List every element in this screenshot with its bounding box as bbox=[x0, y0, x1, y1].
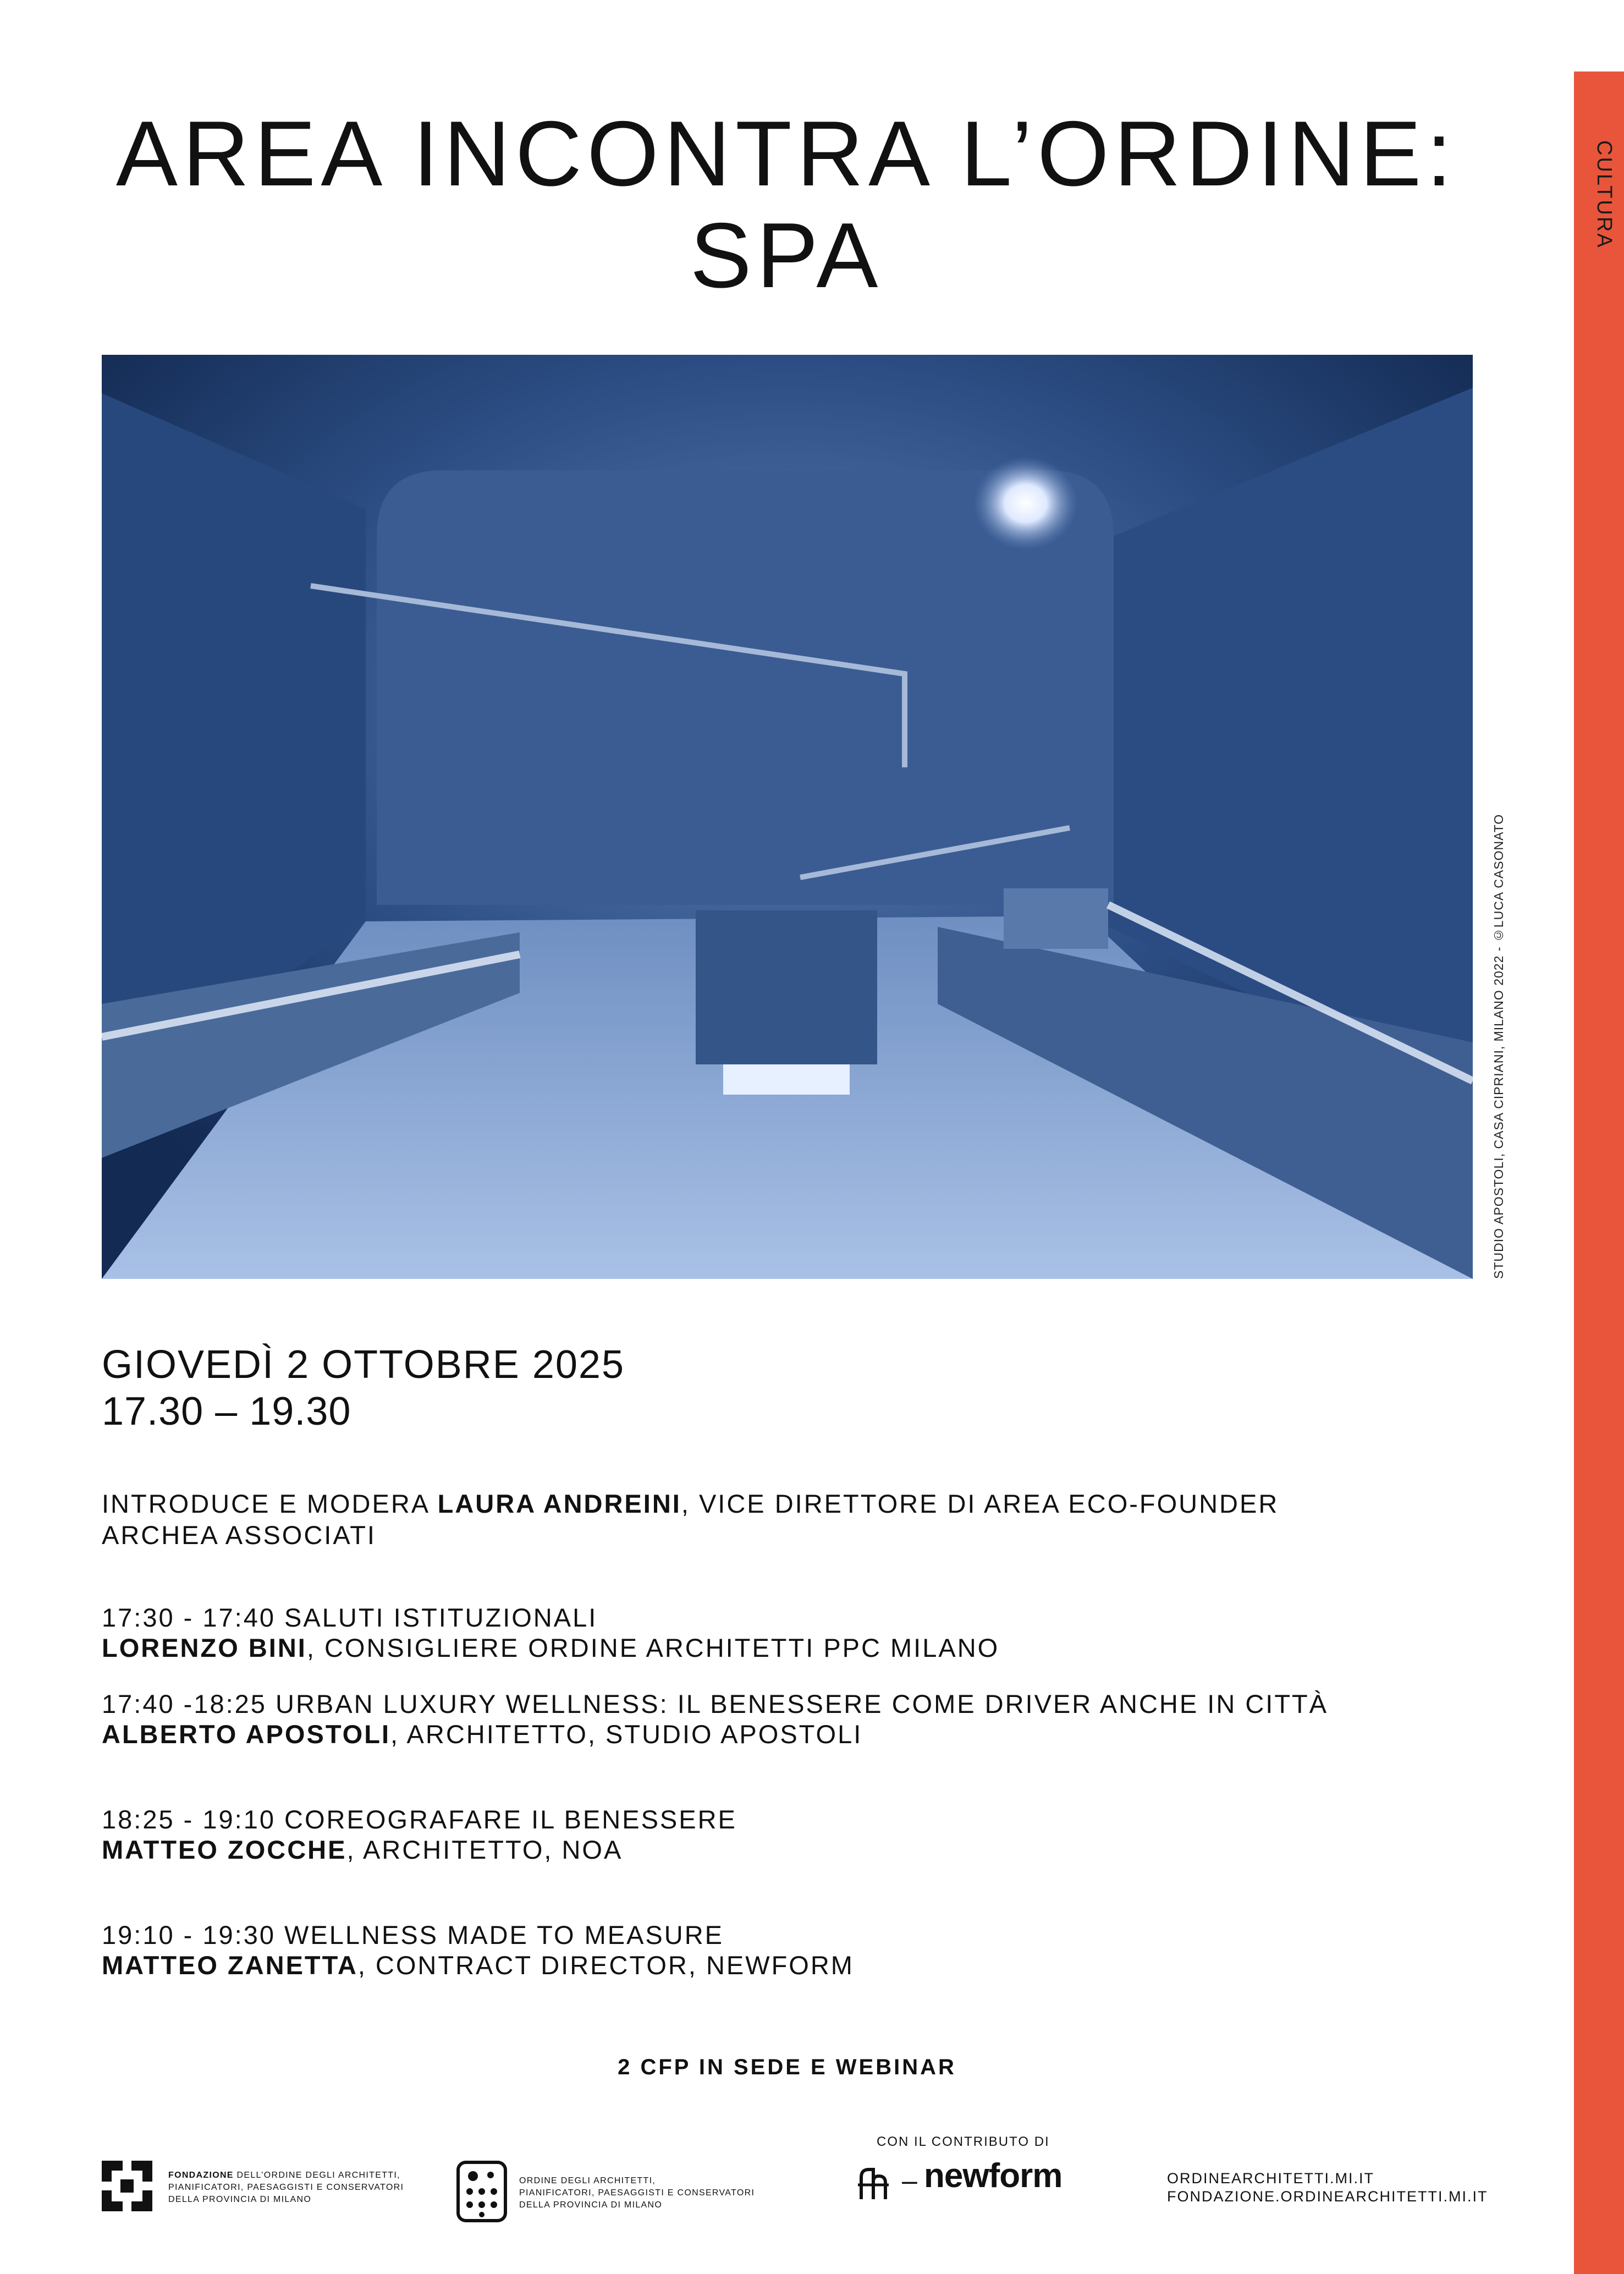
program-speaker-line bbox=[102, 1719, 1328, 1749]
speaker-name: MATTEO ZANETTA bbox=[102, 1951, 358, 1980]
speaker-name: ALBERTO APOSTOLI bbox=[102, 1720, 390, 1749]
moderator-role-line2: ARCHEA ASSOCIATI bbox=[102, 1520, 376, 1550]
speaker-role: , CONTRACT DIRECTOR, NEWFORM bbox=[357, 1951, 854, 1980]
program-speaker-line bbox=[102, 1834, 737, 1865]
ordine-line2: PIANIFICATORI, PAESAGGISTI E CONSERVATORI bbox=[519, 2188, 755, 2198]
ordine-logo-icon bbox=[456, 2161, 507, 2222]
fondazione-line1: DELL’ORDINE DEGLI ARCHITETTI, bbox=[233, 2171, 400, 2180]
program-slot: 17:30 - 17:40 SALUTI ISTITUZIONALI bbox=[102, 1603, 598, 1632]
program-slot: 17:40 -18:25 URBAN LUXURY WELLNESS: IL BENESSERE COME DRIVER ANCHE IN CITTÀ bbox=[102, 1689, 1329, 1718]
fondazione-line2: PIANIFICATORI, PAESAGGISTI E CONSERVATORI bbox=[168, 2183, 404, 2192]
category-label: CULTURA bbox=[1593, 140, 1616, 249]
program-speaker-line bbox=[102, 1633, 999, 1663]
website-link[interactable]: ORDINEARCHITETTI.MI.IT bbox=[1167, 2170, 1374, 2187]
speaker-role: , CONSIGLIERE ORDINE ARCHITETTI PPC MILANO bbox=[306, 1633, 1000, 1662]
ordine-name bbox=[519, 2175, 755, 2211]
program-item bbox=[102, 1804, 737, 1865]
photo-credit: STUDIO APOSTOLI, CASA CIPRIANI, MILANO 2022 - ©LUCA CASONATO bbox=[1491, 814, 1506, 1279]
speaker-name: MATTEO ZOCCHE bbox=[102, 1835, 347, 1864]
program-item bbox=[102, 1920, 854, 1980]
newform-logo-icon bbox=[858, 2166, 889, 2201]
website-link[interactable]: FONDAZIONE.ORDINEARCHITETTI.MI.IT bbox=[1167, 2188, 1488, 2205]
moderator-name: LAURA ANDREINI bbox=[437, 1489, 681, 1518]
page-title-line2: SPA bbox=[690, 204, 883, 307]
page-title-line1: AREA INCONTRA L’ORDINE: bbox=[115, 102, 1457, 205]
speaker-role: , ARCHITETTO, NOA bbox=[346, 1835, 623, 1864]
moderator-intro bbox=[102, 1488, 1367, 1551]
speaker-role: , ARCHITETTO, STUDIO APOSTOLI bbox=[390, 1720, 863, 1749]
fondazione-logo-icon bbox=[102, 2161, 152, 2211]
program-item bbox=[102, 1602, 999, 1663]
fondazione-bold: FONDAZIONE bbox=[168, 2171, 234, 2180]
accent-side-bar bbox=[1574, 72, 1624, 2274]
program-speaker-line bbox=[102, 1950, 854, 1980]
contribution-label: CON IL CONTRIBUTO DI bbox=[877, 2134, 1050, 2149]
sponsor-name: newform bbox=[924, 2157, 1063, 2195]
spa-photo bbox=[102, 355, 1473, 1279]
sponsor-dash: – bbox=[902, 2165, 917, 2196]
ordine-line1: ORDINE DEGLI ARCHITETTI, bbox=[519, 2176, 656, 2185]
fondazione-name bbox=[168, 2169, 404, 2206]
speaker-name: LORENZO BINI bbox=[102, 1633, 307, 1662]
intro-prefix: INTRODUCE E MODERA bbox=[102, 1489, 438, 1518]
spa-photo-illustration bbox=[102, 355, 1473, 1279]
event-time: 17.30 – 19.30 bbox=[102, 1389, 351, 1433]
ordine-line3: DELLA PROVINCIA DI MILANO bbox=[519, 2200, 663, 2210]
fondazione-line3: DELLA PROVINCIA DI MILANO bbox=[168, 2195, 312, 2204]
program-slot: 19:10 - 19:30 WELLNESS MADE TO MEASURE bbox=[102, 1920, 724, 1949]
footer-websites bbox=[1167, 2169, 1488, 2206]
cfp-credits: 2 CFP IN SEDE E WEBINAR bbox=[618, 2055, 956, 2079]
program-slot: 18:25 - 19:10 COREOGRAFARE IL BENESSERE bbox=[102, 1805, 737, 1834]
event-date: GIOVEDÌ 2 OTTOBRE 2025 bbox=[102, 1343, 625, 1387]
moderator-role: , VICE DIRETTORE DI AREA ECO-FOUNDER bbox=[681, 1489, 1279, 1518]
program-item bbox=[102, 1689, 1328, 1749]
